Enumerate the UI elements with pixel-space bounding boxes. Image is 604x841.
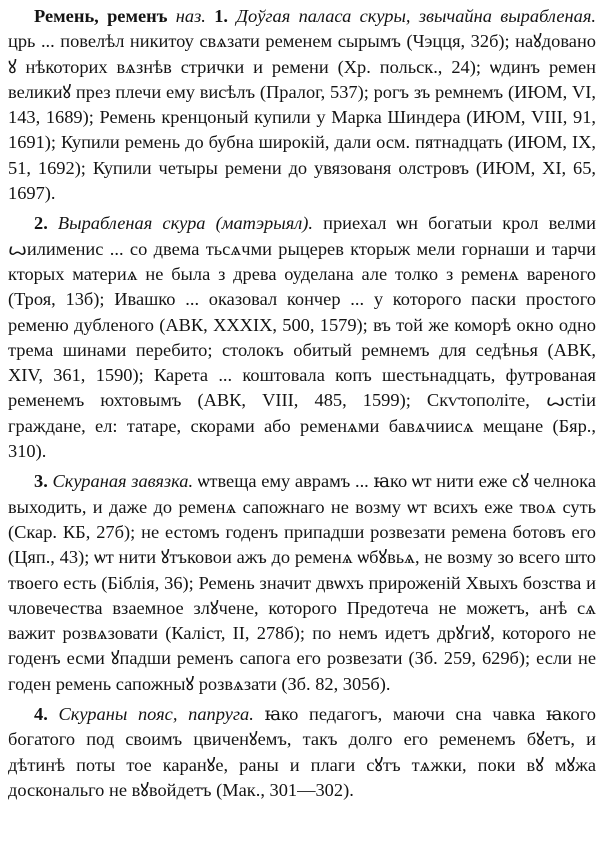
sense-definition: Скураны пояс, папруга. (58, 704, 254, 725)
sense-definition: Доўгая паласа скуры, звычайна вырабленая. (236, 6, 596, 26)
sense-number: 1. (214, 6, 228, 26)
sense-citations: ѡтвеща ему аврамъ ... ꙗко ѡт нити еже сꙋ челнока выходить, и даже до ременѧ сапожнаго не возму ѡт всихъ еже твоѧ суть (Скар. КБ, 27б); не естомъ годенъ припадши розвезати ремена ботовъ его (Цяп., 43); ѡт нити ꙋтъковои ажъ до ременѧ ѡбꙋвьѧ, не возму зо всего што твоего есть (Біблія, 36); Ремень значит двѡхъ прироженій Хвыхъ бозства и чловечества взаемное злꙋчене, которого Предотеча не можетъ, анѣ сѧ важит розвѧзовати (Каліст, II, 278б); по немъ идетъ дрꙋгиꙋ, которого не годенъ есми ꙋпадши ременъ сапога его розвезати (Зб. 259, 629б); если не годен ремень сапожныꙋ розвѧзати (Зб. 82, 305б). (8, 471, 596, 694)
sense-citations: црь ... повелѣл никитоу свѧзати ременем сырымъ (Чэцця, 32б); наꙋдовано ꙋ нѣкоторих вѧзнѣв стрички и ремени (Хр. польск., 24); ѡдинъ ремен великиꙋ през плечи ему висѣлъ (Пралог, 537); рогъ зъ ремнемъ (ИЮМ, VI, 143, 1689); Ремень кренцоный купили у Марка Шиндера (ИЮМ, VIII, 91, 1691); Купили ремень до бубна широкій, дали осм. пятнадцать (ИЮМ, IX, 51, 1692); Купили четыры ремени до увязованя олстровъ (ИЮМ, XI, 65, 1697). (8, 31, 596, 204)
sense-number: 3. (34, 471, 48, 492)
sense-paragraph-4 (8, 702, 596, 803)
sense-citations: ꙗко педагогъ, маючи сна чавка ꙗкого богатого под своимъ цвиченꙋемъ, такъ долго его ременемъ бꙋетъ, и дѣтинѣ поты тое каранꙋе, раны и плаги сꙋтъ тѧжки, поки вꙋ мꙋжа доскональго не вꙋвойдетъ (Мак., 301—302). (8, 704, 596, 800)
sense-citations: приехал ѡн богатыи крол велми ꙍилименис ... со двема тьсѧчми рыцерев кторыж мели горнаши и тарчи кторых материѧ не была з древа оуделана але толко з ременѧ вареного (Троя, 13б); Ивашко ... оказовал кончер ... у которого паски простого ременю дубленого (АВК, XXXIX, 500, 1579); въ той же коморѣ окно одно трема шинами перебито; столокъ обитый ремнемъ для седѣнья (АВК, XIV, 361, 1590); Карета ... коштовала копъ шестьнадцать, футрованая ременемъ юхтовымъ (АВК, VIII, 485, 1599); Скѵтополіте, ꙍстіи граждане, ел: татаре, скорами або ременѧми бавѧчиисѧ мещане (Бяр., 310). (8, 213, 596, 462)
sense-paragraph-3 (8, 469, 596, 697)
sense-number: 4. (34, 704, 48, 725)
sense-definition: Вырабленая скура (матэрыял). (57, 213, 313, 234)
sense-number: 2. (34, 213, 48, 234)
grammar-label: наз. (175, 6, 206, 26)
sense-paragraph-2 (8, 211, 596, 464)
sense-paragraph-1 (8, 4, 596, 206)
sense-definition: Скураная завязка. (52, 471, 194, 492)
headword: Ремень, ременъ (34, 6, 168, 26)
